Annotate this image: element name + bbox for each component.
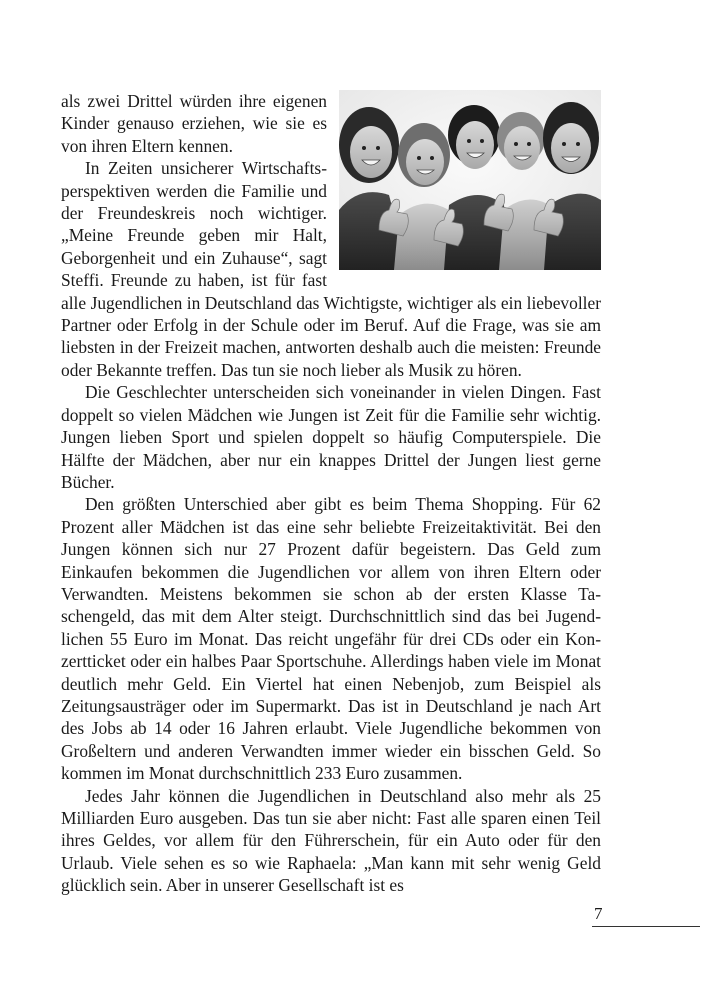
page-number: 7 — [594, 904, 603, 923]
page-content — [61, 90, 601, 897]
paragraph-1: als zwei Drittel würden ihre eigenen Kinder genauso erziehen, wie sie es von ihren Eltern kennen. — [61, 91, 327, 156]
teenagers-photo — [339, 90, 601, 270]
paragraph-4: Den größten Unterschied aber gibt es beim Thema Shopping. Für 62 Prozent aller Mädchen ist das eine sehr beliebte Freizeitaktivität. Bei den Jungen können sich nur 27 Prozent dafür begeistern. Das Geld zum Einkaufen bekommen die Jugendlichen vor allem von ihren Eltern oder Verwandten. Meistens bekommen sie schon ab der ersten Klasse Taschengeld, das mit dem Alter steigt. Durchschnittlich sind das bei Jugendlichen 55 Euro im Monat. Das reicht ungefähr für drei CDs oder ein Konzertticket oder ein halbes Paar Sportschuhe. Allerdings haben viele im Monat deutlich mehr Geld. Ein Viertel hat einen Nebenjob, zum Beispiel als Zeitungsausträger oder im Supermarkt. Das ist in Deutschland je nach Art des Jobs ab 14 oder 16 Jahren erlaubt. Viele Jugendliche bekommen von Großeltern und anderen Verwandten immer wieder ein bisschen Geld. So kommen im Monat durchschnittlich 233 Euro zusammen. — [61, 494, 601, 784]
photo-illustration — [339, 90, 601, 270]
page-footer — [592, 903, 701, 927]
paragraph-5: Jedes Jahr können die Jugendlichen in Deutschland also mehr als 25 Milliarden Euro ausgeben. Das tun sie aber nicht: Fast alle sparen einen Teil ihres Geldes, vor allem für den Führerschein, für ein Auto oder für den Urlaub. Viele sehen es so wie Raphaela: „Man kann mit sehr wenig Geld glücklich sein. Aber in unserer Gesellschaft ist es — [61, 785, 601, 896]
paragraph-3: Die Geschlechter unterscheiden sich voneinander in vielen Dingen. Fast doppelt so vielen Mädchen wie Jungen ist Zeit für die Familie sehr wichtig. Jungen lieben Sport und spielen doppelt so häufig Computerspiele. Die Hälfte der Mädchen, aber nur ein knappes Drittel der Jungen liest gerne Bücher. — [61, 382, 601, 492]
footer-rule — [592, 926, 700, 927]
paragraph-2: In Zeiten unsicherer Wirtschaftsperspektiven werden die Familie und der Freundeskreis noch wichtiger. „Meine Freunde geben mir Halt, Geborgenheit und ein Zuhause“, sagt Steffi. Freunde zu haben, ist für fast alle Jugendlichen in Deutschland das Wichtigste, wichtiger als ein liebevoller Partner oder Erfolg in der Schule oder im Beruf. Auf die Frage, was sie am liebsten in der Freizeit machen, antworten deshalb auch die meisten: Freunde oder Bekannte treffen. Das tun sie noch lieber als Musik zu hören. — [61, 158, 601, 380]
